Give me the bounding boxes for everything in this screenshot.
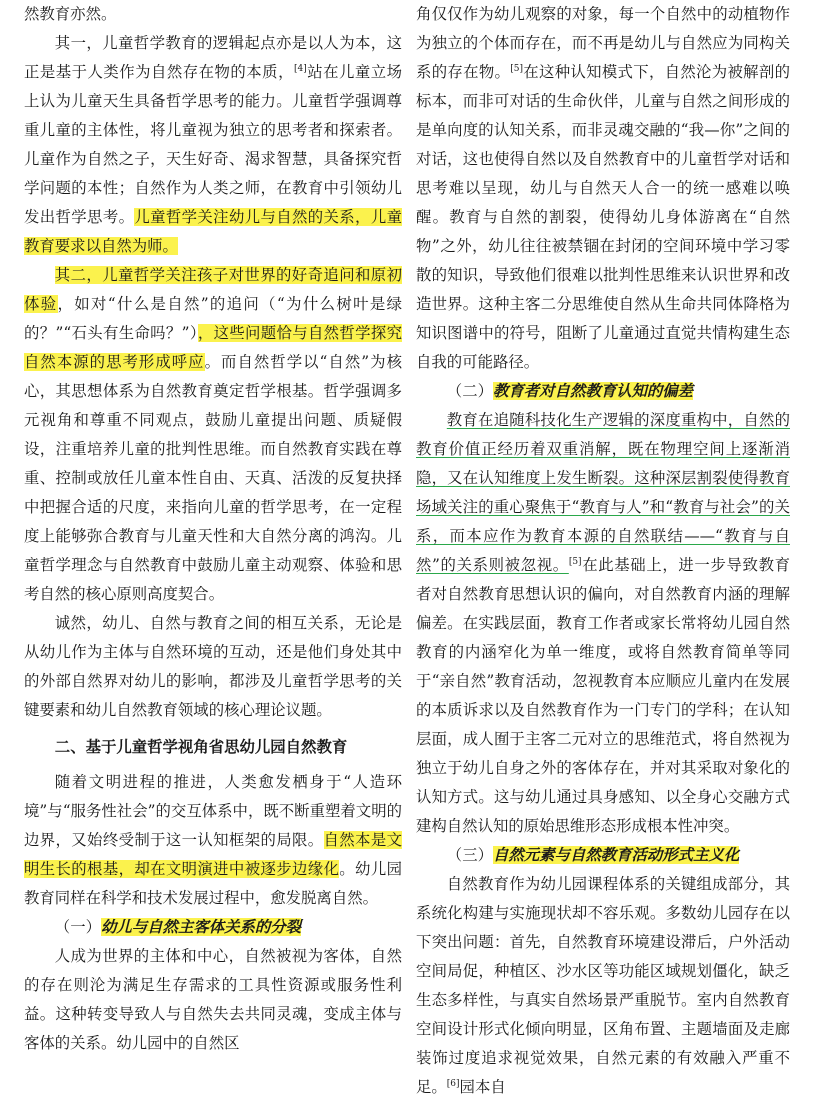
citation[interactable]: [6]	[446, 1079, 460, 1089]
paragraph: 教育在追随科技化生产逻辑的深度重构中，自然的教育价值正经历着双重消解，既在物理空间上逐渐消隐，又在认知维度上发生断裂。这种深层割裂使得教育场域关注的重心聚焦于“教育与人”和“教育与社会”的关系，而本应作为教育本源的自然联结——“教育与自然”的关系则被忽视。[5]在此基础上，进一步导致教育者对自然教育思想认识的偏向，对自然教育内涵的理解偏差。在实践层面，教育工作者或家长常将幼儿园自然教育的内涵窄化为单一维度，或将自然教育简单等同于“亲自然”教育活动，忽视教育本应顺应儿童内在发展的本质诉求以及自然教育作为一门专门的学科；在认知层面，成人囿于主客二元对立的思维范式，将自然视为独立于幼儿自身之外的客体存在，并对其采取对象化的认知方式。这与幼儿通过具身感知、以全身心交融方式建构自然认知的原始思维形态形成根本性冲突。	[416, 411, 790, 835]
underlined-text: 教育在追随科技化生产逻辑的深度重构中，自然的教育价值正经历着双重消解，既在物理空间上逐渐消隐，又在认知维度上发生断裂。这种深层割裂使得教育场域关注的重心聚焦于“教育与人”和“教育与社会”的关系，而本应作为教育本源的自然联结——“教育与自然”的关系则被忽视。	[416, 411, 790, 574]
citation[interactable]: [4]	[293, 64, 307, 74]
paragraph: 自然教育作为幼儿园课程体系的关键组成部分，其系统化构建与实施现状却不容乐观。多数幼儿园存在以下突出问题：首先，自然教育环境建设滞后，户外活动空间局促，种植区、沙水区等功能区域规划僵化，缺乏生态多样性，与真实自然场景严重脱节。室内自然教育空间设计形式化倾向明显，区角布置、主题墙面及走廊装饰过度追求视觉效果，自然元素的有效融入严重不足。[6]园本自	[416, 875, 790, 1096]
subsection-title: 幼儿与自然主客体关系的分裂	[100, 918, 302, 936]
highlighted-text: ，这些问题恰与自然哲学探究自然本源的思考形成呼应	[24, 324, 402, 371]
paragraph: 人成为世界的主体和中心，自然被视为客体，自然的存在则沦为满足生存需求的工具性资源或服务性利益。这种转变导致人与自然失去共同灵魂，变成主体与客体的关系。幼儿园中的自然区	[24, 947, 402, 1052]
paragraph: 随着文明进程的推进，人类愈发栖身于“人造环境”与“服务性社会”的交互体系中，既不断重塑着文明的边界，又始终受制于这一认知框架的局限。自然本是文明生长的根基，却在文明演进中被逐步边缘化。幼儿园教育同样在科学和技术发展过程中，愈发脱离自然。	[24, 773, 402, 907]
citation[interactable]: [5]	[568, 557, 582, 567]
subsection-title: 自然元素与自然教育活动形式主义化	[492, 846, 740, 864]
paragraph: 诚然，幼儿、自然与教育之间的相互关系，无论是从幼儿作为主体与自然环境的互动，还是他们身处其中的外部自然界对幼儿的影响，都涉及儿童哲学思考的关键要素和幼儿自然教育领域的核心理论议题。	[24, 614, 402, 719]
subsection-heading-1: （一）幼儿与自然主客体关系的分裂	[54, 918, 302, 936]
paragraph-point-one: 其一，儿童哲学教育的逻辑起点亦是以人为本，这正是基于人类作为自然存在物的本质，[4]站在儿童立场上认为儿童天生具备哲学思考的能力。儿童哲学强调尊重儿童的主体性，将儿童视为独立的思考者和探索者。儿童作为自然之子，天生好奇、渴求智慧，具备探究哲学问题的本性；自然作为人类之师，在教育中引领幼儿发出哲学思考。儿童哲学关注幼儿与自然的关系，儿童教育要求以自然为师。	[24, 34, 402, 255]
paragraph: 角仅仅作为幼儿观察的对象，每一个自然中的动植物作为独立的个体而存在，而不再是幼儿与自然应为同构关系的存在物。[5]在这种认知模式下，自然沦为被解剖的标本，而非可对话的生命伙伴，儿童与自然之间形成的是单向度的认知关系，而非灵魂交融的“我—你”之间的对话，这也使得自然以及自然教育中的儿童哲学对话和思考难以呈现，幼儿与自然天人合一的统一感难以唤醒。教育与自然的割裂，使得幼儿身体游离在“自然物”之外，幼儿往往被禁锢在封闭的空间环境中学习零散的知识，导致他们很难以批判性思维来认识世界和改造世界。这种主客二分思维使自然从生命共同体降格为知识图谱中的符号，阻断了儿童通过直觉共情构建生态自我的可能路径。	[416, 5, 790, 371]
citation[interactable]: [5]	[510, 64, 523, 74]
highlighted-text: 其二，儿童哲学关注孩子对世界的好奇追问和原初体验	[24, 266, 402, 313]
paragraph: 然教育亦然。	[24, 5, 117, 23]
paragraph-point-two: 其二，儿童哲学关注孩子对世界的好奇追问和原初体验，如对“什么是自然”的追问（“为什么树叶是绿的？”“石头有生命吗？”），这些问题恰与自然哲学探究自然本源的思考形成呼应。而自然哲学以“自然”为核心，其思想体系为自然教育奠定哲学根基。哲学强调多元视角和尊重不同观点，鼓励儿童提出问题、质疑假设，注重培养儿童的批判性思维。而自然教育实践在尊重、控制或放任儿童本性自由、天真、活泼的反复抉择中把握合适的尺度，来指向儿童的哲学思考，在一定程度上能够弥合教育与儿童天性和大自然分离的鸿沟。儿童哲学理念与自然教育中鼓励儿童主动观察、体验和思考自然的核心原则高度契合。	[24, 266, 402, 603]
left-column	[24, 0, 402, 1058]
section-heading: 二、基于儿童哲学视角省思幼儿园自然教育	[54, 738, 348, 756]
highlighted-text: 自然本是文明生长的根基，却在文明演进中被逐步边缘化	[24, 831, 402, 878]
highlighted-text: 儿童哲学关注幼儿与自然的关系，儿童教育要求以自然为师。	[24, 208, 402, 255]
subsection-title: 教育者对自然教育认知的偏差	[492, 382, 694, 400]
subsection-heading-2: （二）教育者对自然教育认知的偏差	[446, 382, 694, 400]
right-column	[416, 0, 790, 1102]
subsection-heading-3: （三）自然元素与自然教育活动形式主义化	[446, 846, 740, 864]
